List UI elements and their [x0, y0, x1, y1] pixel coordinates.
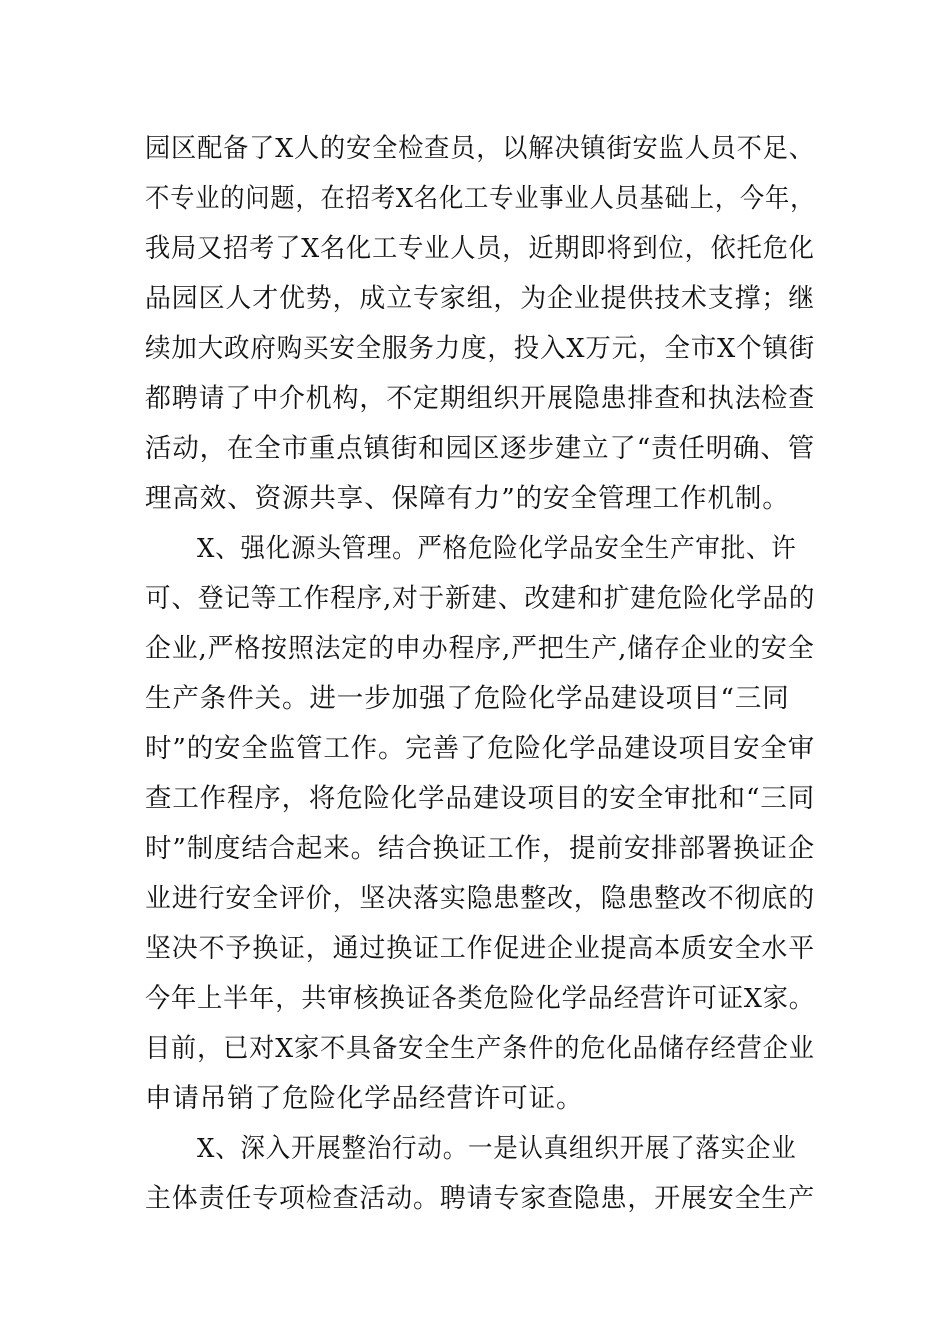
paragraph-heading-line: X、强化源头管理。严格危险化学品安全生产审批、许	[197, 533, 797, 564]
text-line: 主体责任专项检查活动。聘请专家查隐患，开展安全生产	[145, 1183, 815, 1214]
text-line: 时”制度结合起来。结合换证工作，提前安排部署换证企	[145, 833, 816, 864]
text-line: 时”的安全监管工作。完善了危险化学品建设项目安全审	[145, 733, 816, 764]
text-line: 不专业的问题，在招考X名化工专业事业人员基础上，今年，	[145, 183, 816, 214]
text-line: 可、登记等工作程序,对于新建、改建和扩建危险化学品的	[145, 583, 816, 614]
text-line: 今年上半年，共审核换证各类危险化学品经营许可证X家。	[145, 983, 815, 1014]
text-line: 企业,严格按照法定的申办程序,严把生产,储存企业的安全	[145, 633, 815, 664]
text-line: 品园区人才优势，成立专家组，为企业提供技术支撑；继	[145, 283, 815, 314]
text-line: 目前，已对X家不具备安全生产条件的危化品储存经营企业	[145, 1033, 815, 1064]
text-line: 都聘请了中介机构，不定期组织开展隐患排查和执法检查	[145, 383, 815, 414]
text-line: 坚决不予换证，通过换证工作促进企业提高本质安全水平	[145, 933, 815, 964]
text-line: 生产条件关。进一步加强了危险化学品建设项目“三同	[145, 683, 790, 714]
text-line: 活动，在全市重点镇街和园区逐步建立了“责任明确、管	[145, 433, 816, 464]
paragraph-heading-line: X、深入开展整治行动。一是认真组织开展了落实企业	[197, 1133, 797, 1164]
text-line: 理高效、资源共享、保障有力”的安全管理工作机制。	[145, 483, 790, 514]
text-line: 查工作程序，将危险化学品建设项目的安全审批和“三同	[145, 783, 816, 814]
text-line: 园区配备了X人的安全检查员，以解决镇街安监人员不足、	[145, 133, 815, 164]
text-line: 申请吊销了危险化学品经营许可证。	[145, 1083, 584, 1114]
text-line: 续加大政府购买安全服务力度，投入X万元，全市X个镇街	[145, 333, 816, 364]
text-line: 业进行安全评价，坚决落实隐患整改，隐患整改不彻底的	[145, 883, 815, 914]
text-line: 我局又招考了X名化工专业人员，近期即将到位，依托危化	[145, 233, 815, 264]
